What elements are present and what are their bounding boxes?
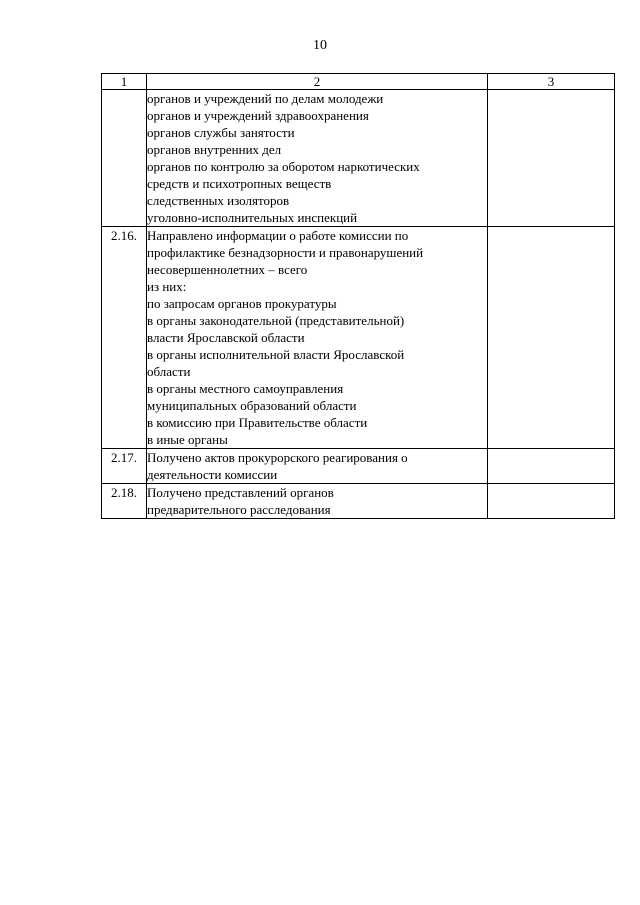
description-line: следственных изоляторов <box>147 193 290 208</box>
description-line: в органы местного самоуправления <box>147 381 344 396</box>
description-line: профилактике безнадзорности и правонарушений <box>147 245 424 260</box>
description-line: органов службы занятости <box>147 125 295 140</box>
description-line: муниципальных образований области <box>147 398 357 413</box>
description-line: органов и учреждений по делам молодежи <box>147 91 384 106</box>
description-line: деятельности комиссии <box>147 467 278 482</box>
row-number: 2.18. <box>102 484 147 519</box>
row-number <box>102 90 147 227</box>
description-line: Направлено информации о работе комиссии по <box>147 228 409 243</box>
description-line: в органы исполнительной власти Ярославской <box>147 347 405 362</box>
table-row <box>102 484 615 519</box>
description-line: органов по контролю за оборотом наркотических <box>147 159 420 174</box>
page-number: 10 <box>313 38 327 53</box>
description-line: области <box>147 364 191 379</box>
table-header-row <box>102 74 615 90</box>
description-line: органов и учреждений здравоохранения <box>147 108 369 123</box>
description-line: в органы законодательной (представительной) <box>147 313 405 328</box>
row-value <box>488 449 615 484</box>
row-description <box>147 227 488 449</box>
row-description <box>147 484 488 519</box>
description-line: органов внутренних дел <box>147 142 282 157</box>
description-line: предварительного расследования <box>147 502 331 517</box>
description-line: Получено актов прокурорского реагирования о <box>147 450 408 465</box>
column-header-1: 1 <box>102 74 147 90</box>
description-line: по запросам органов прокуратуры <box>147 296 337 311</box>
description-line: средств и психотропных веществ <box>147 176 332 191</box>
description-line: из них: <box>147 279 187 294</box>
row-value <box>488 90 615 227</box>
description-line: несовершеннолетних – всего <box>147 262 308 277</box>
report-table <box>101 73 615 519</box>
description-line: власти Ярославской области <box>147 330 305 345</box>
table-row <box>102 449 615 484</box>
description-line: Получено представлений органов <box>147 485 334 500</box>
table-row <box>102 90 615 227</box>
row-value <box>488 227 615 449</box>
row-value <box>488 484 615 519</box>
table-row <box>102 227 615 449</box>
row-number: 2.16. <box>102 227 147 449</box>
row-description <box>147 90 488 227</box>
column-header-3: 3 <box>488 74 615 90</box>
row-number: 2.17. <box>102 449 147 484</box>
row-description <box>147 449 488 484</box>
column-header-2: 2 <box>147 74 488 90</box>
description-line: в комиссию при Правительстве области <box>147 415 368 430</box>
description-line: в иные органы <box>147 432 228 447</box>
description-line: уголовно-исполнительных инспекций <box>147 210 358 225</box>
